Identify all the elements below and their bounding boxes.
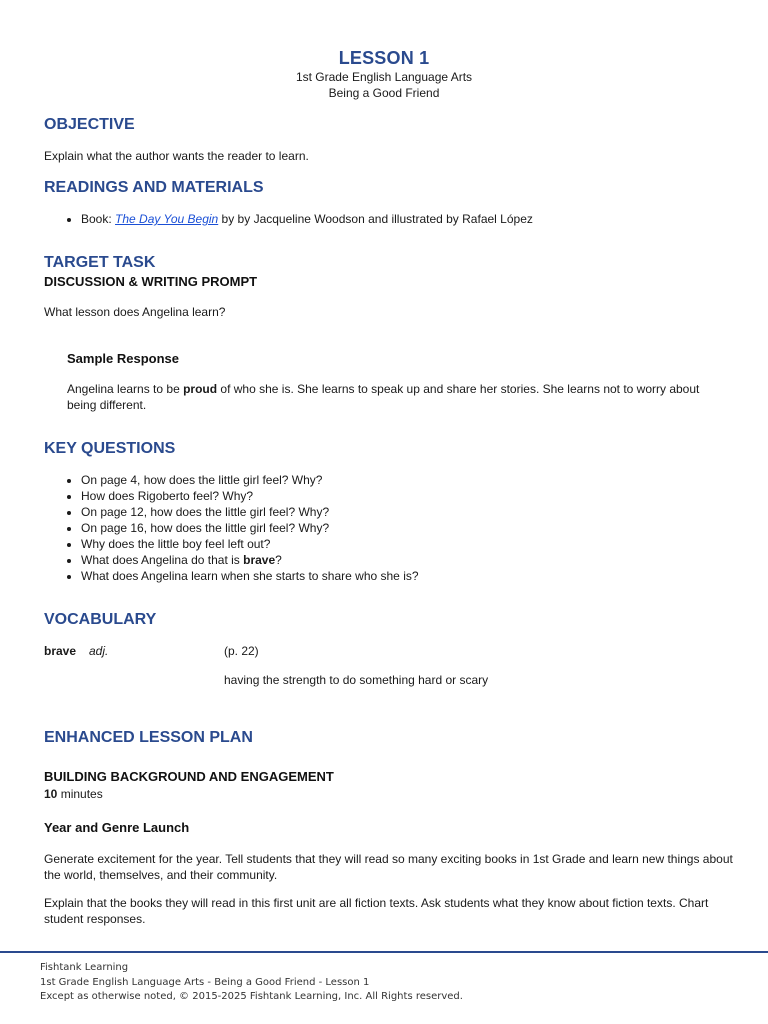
vocab-page-ref: (p. 22) bbox=[224, 644, 259, 658]
sample-text-end: of who she is. She learns to speak up and share her stories. She learns not to worry about being different. bbox=[67, 382, 700, 412]
page-footer bbox=[40, 961, 463, 1005]
launch-paragraph-1: Generate excitement for the year. Tell students that they will read so many exciting books in 1st Grade and learn new things about the world, themselves, and their community. bbox=[44, 852, 733, 882]
key-questions-heading: KEY QUESTIONS bbox=[44, 440, 176, 457]
page-header bbox=[0, 47, 768, 101]
building-background-heading: BUILDING BACKGROUND AND ENGAGEMENT bbox=[44, 769, 334, 784]
sample-bold-word: proud bbox=[183, 382, 218, 396]
duration-value: 10 bbox=[44, 787, 58, 801]
list-item: • What does Angelina learn when she starts to share who she is? bbox=[81, 568, 419, 584]
key-questions-list bbox=[44, 472, 419, 584]
book-credit: by by Jacqueline Woodson and illustrated by Rafael López bbox=[218, 212, 533, 226]
year-genre-launch-heading: Year and Genre Launch bbox=[44, 820, 190, 835]
question-bold-word: brave bbox=[243, 553, 276, 567]
book-link[interactable]: The Day You Begin bbox=[115, 212, 219, 226]
page-title: LESSON 1 bbox=[338, 48, 430, 68]
target-task-heading: TARGET TASK bbox=[44, 254, 156, 271]
readings-list bbox=[44, 211, 533, 227]
discussion-prompt-heading: DISCUSSION & WRITING PROMPT bbox=[44, 274, 258, 289]
question-text: What does Angelina do that is bbox=[81, 553, 244, 567]
objective-text: Explain what the author wants the reader to learn. bbox=[44, 149, 309, 163]
list-item: • How does Rigoberto feel? Why? bbox=[81, 488, 419, 504]
list-item: • On page 16, how does the little girl feel? Why? bbox=[81, 520, 419, 536]
list-item: • Why does the little boy feel left out? bbox=[81, 536, 419, 552]
vocab-definition: having the strength to do something hard or scary bbox=[224, 673, 489, 687]
objective-heading: OBJECTIVE bbox=[44, 116, 135, 133]
vocab-term: brave bbox=[44, 644, 77, 658]
list-item bbox=[81, 211, 533, 227]
list-item: • On page 4, how does the little girl feel? Why? bbox=[81, 472, 419, 488]
vocab-part-of-speech: adj. bbox=[89, 644, 109, 658]
discussion-prompt-text: What lesson does Angelina learn? bbox=[44, 305, 226, 319]
footer-divider bbox=[0, 951, 768, 953]
sample-text-start: Angelina learns to be bbox=[67, 382, 184, 396]
list-item bbox=[81, 552, 419, 568]
footer-org: Fishtank Learning bbox=[40, 962, 129, 973]
unit-subtitle: Being a Good Friend bbox=[328, 86, 440, 100]
sample-response-heading: Sample Response bbox=[67, 351, 179, 366]
vocab-word bbox=[44, 643, 76, 659]
footer-copyright: Except as otherwise noted, © 2015-2025 Fishtank Learning, Inc. All Rights reserved. bbox=[40, 991, 463, 1002]
vocabulary-heading: VOCABULARY bbox=[44, 611, 157, 628]
duration-text bbox=[44, 786, 103, 802]
list-item: • On page 12, how does the little girl feel? Why? bbox=[81, 504, 419, 520]
readings-heading: READINGS AND MATERIALS bbox=[44, 179, 264, 196]
question-end: ? bbox=[275, 553, 282, 567]
enhanced-lesson-heading: ENHANCED LESSON PLAN bbox=[44, 729, 253, 746]
launch-paragraph-2: Explain that the books they will read in this first unit are all fiction texts. Ask students what they know about fiction texts. Chart student responses. bbox=[44, 896, 709, 926]
book-prefix: Book: bbox=[81, 212, 116, 226]
course-subtitle: 1st Grade English Language Arts bbox=[295, 70, 473, 84]
footer-course-line: 1st Grade English Language Arts - Being a Good Friend - Lesson 1 bbox=[40, 976, 370, 988]
sample-response-text bbox=[67, 381, 727, 413]
duration-unit: minutes bbox=[57, 787, 103, 801]
